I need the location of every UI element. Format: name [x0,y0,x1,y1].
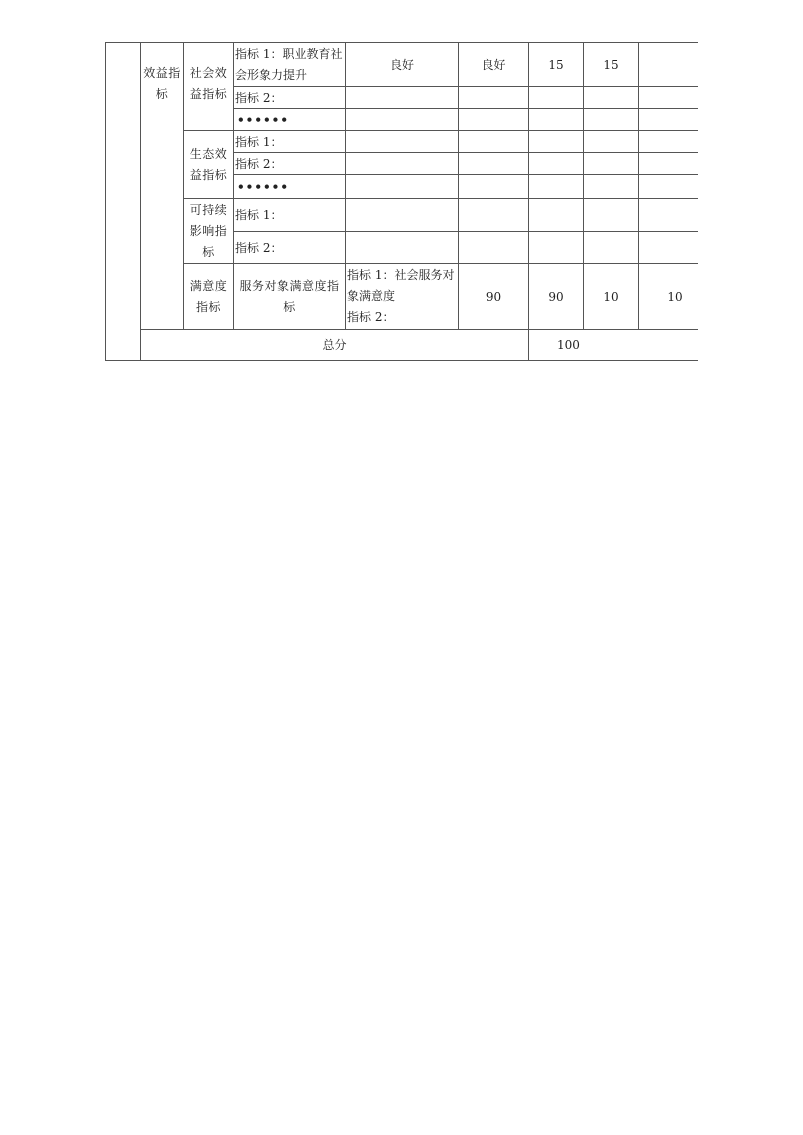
performance-indicator-table [105,42,698,361]
social-remark [639,43,699,87]
sustain-label: 可持续影响指标 [189,202,228,259]
satisfaction-label-cell [234,264,346,330]
satisfaction-actual-value: 90 [529,264,584,330]
satisfaction-target-value: 90 [459,264,529,330]
total-value: 100 [529,330,699,361]
table-row [106,131,699,153]
social-target-value: 良好 [346,43,459,87]
satisfaction-indicator-1: 指标 1：社会服务对象满意度 [347,268,455,303]
sustain-indicator-2: 指标 2： [234,232,346,264]
social-benefit-label-cell [184,43,234,131]
sustain-indicator-1: 指标 1： [234,199,346,232]
benefit-category-label: 效益指标 [143,66,181,101]
table-row [106,199,699,232]
satisfaction-weight: 10 [584,264,639,330]
eco-benefit-label: 生态效益指标 [189,146,228,182]
social-more-indicators: •••••• [234,109,346,131]
eco-benefit-label-cell [184,131,234,199]
satisfaction-label: 服务对象满意度指标 [239,278,340,314]
performance-table-container [105,42,698,362]
social-actual-value: 良好 [459,43,529,87]
total-label: 总分 [141,330,529,361]
satisfaction-indicators-cell [346,264,459,330]
satisfaction-category-label: 满意度指标 [189,278,228,314]
eco-more-indicators: •••••• [234,175,346,199]
eco-indicator-2: 指标 2： [234,153,346,175]
satisfaction-indicator-2: 指标 2： [347,310,395,324]
table-row [106,43,699,87]
social-indicator-2: 指标 2： [234,87,346,109]
table-row [106,264,699,330]
social-score: 15 [584,43,639,87]
eco-indicator-1: 指标 1： [234,131,346,153]
satisfaction-category-cell [184,264,234,330]
total-row [106,330,699,361]
first-level-indicator-cell [106,43,141,361]
social-weight: 15 [529,43,584,87]
satisfaction-score: 10 [639,264,699,330]
social-benefit-label: 社会效益指标 [189,66,228,101]
social-indicator-1: 指标 1：职业教育社会形象力提升 [234,43,346,87]
sustain-label-cell [184,199,234,264]
benefit-category-cell [141,43,184,330]
